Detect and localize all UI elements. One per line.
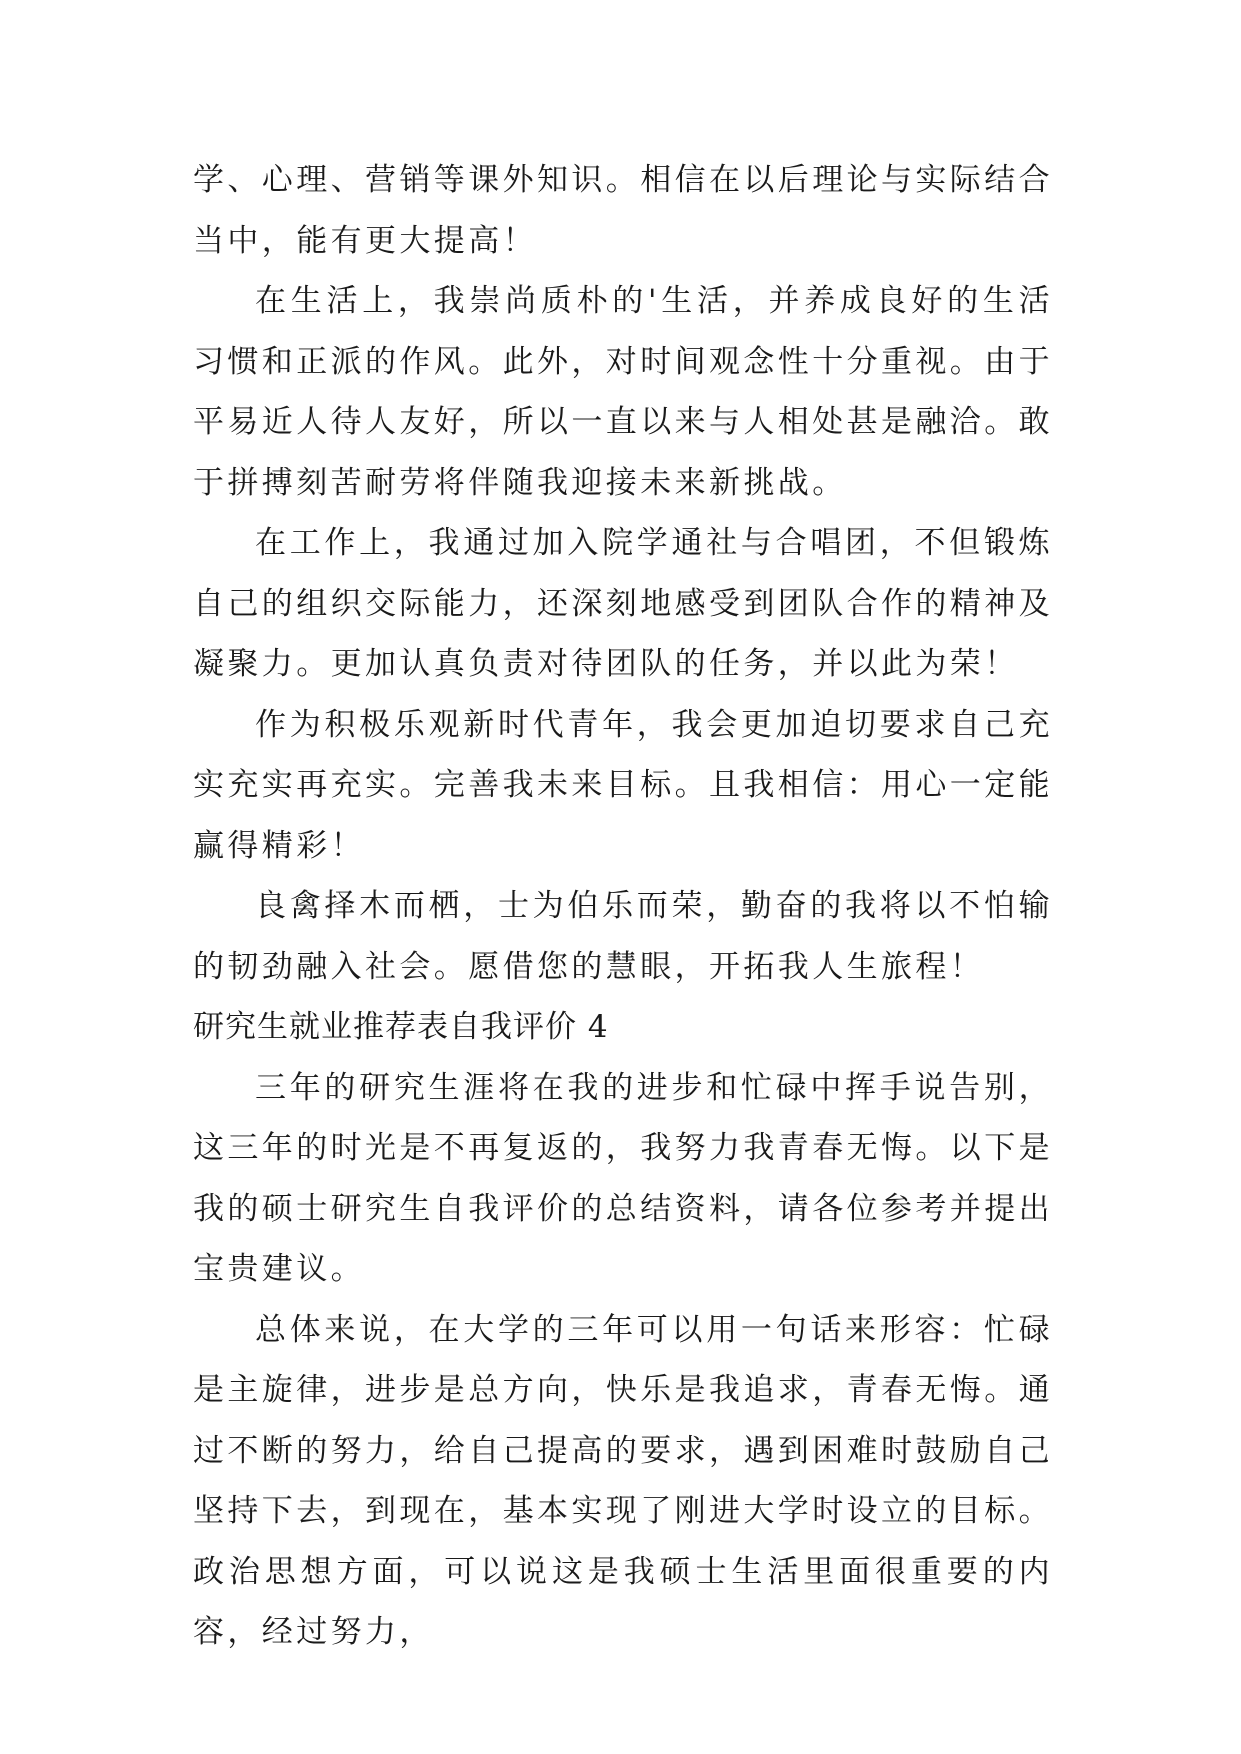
paragraph-continued: 学、心理、营销等课外知识。相信在以后理论与实际结合当中，能有更大提高！ <box>193 162 1053 259</box>
paragraph-closing: 良禽择木而栖，士为伯乐而荣，勤奋的我将以不怕输的韧劲融入社会。愿借您的慧眼，开拓我人生旅程！ <box>193 888 1053 985</box>
document-page <box>193 150 1053 1663</box>
paragraph-life: 在生活上，我崇尚质朴的'生活，并养成良好的生活习惯和正派的作风。此外，对时间观念性十分重视。由于平易近人待人友好，所以一直以来与人相处甚是融洽。敢于拼搏刻苦耐劳将伴随我迎接未来新挑战。 <box>193 283 1053 501</box>
paragraph-attitude: 作为积极乐观新时代青年，我会更加迫切要求自己充实充实再充实。完善我未来目标。且我相信：用心一定能赢得精彩！ <box>193 706 1053 864</box>
paragraph-summary: 总体来说，在大学的三年可以用一句话来形容：忙碌是主旋律，进步是总方向，快乐是我追求，青春无悔。通过不断的努力，给自己提高的要求，遇到困难时鼓励自己坚持下去，到现在，基本实现了刚进大学时设立的目标。政治思想方面，可以说这是我硕士生活里面很重要的内容，经过努力， <box>193 1311 1053 1650</box>
section-heading: 研究生就业推荐表自我评价 4 <box>193 1009 609 1045</box>
paragraph-intro: 三年的研究生涯将在我的进步和忙碌中挥手说告别，这三年的时光是不再复返的，我努力我青春无悔。以下是我的硕士研究生自我评价的总结资料，请各位参考并提出宝贵建议。 <box>193 1069 1053 1287</box>
paragraph-work: 在工作上，我通过加入院学通社与合唱团，不但锻炼自己的组织交际能力，还深刻地感受到团队合作的精神及凝聚力。更加认真负责对待团队的任务，并以此为荣！ <box>193 525 1053 682</box>
